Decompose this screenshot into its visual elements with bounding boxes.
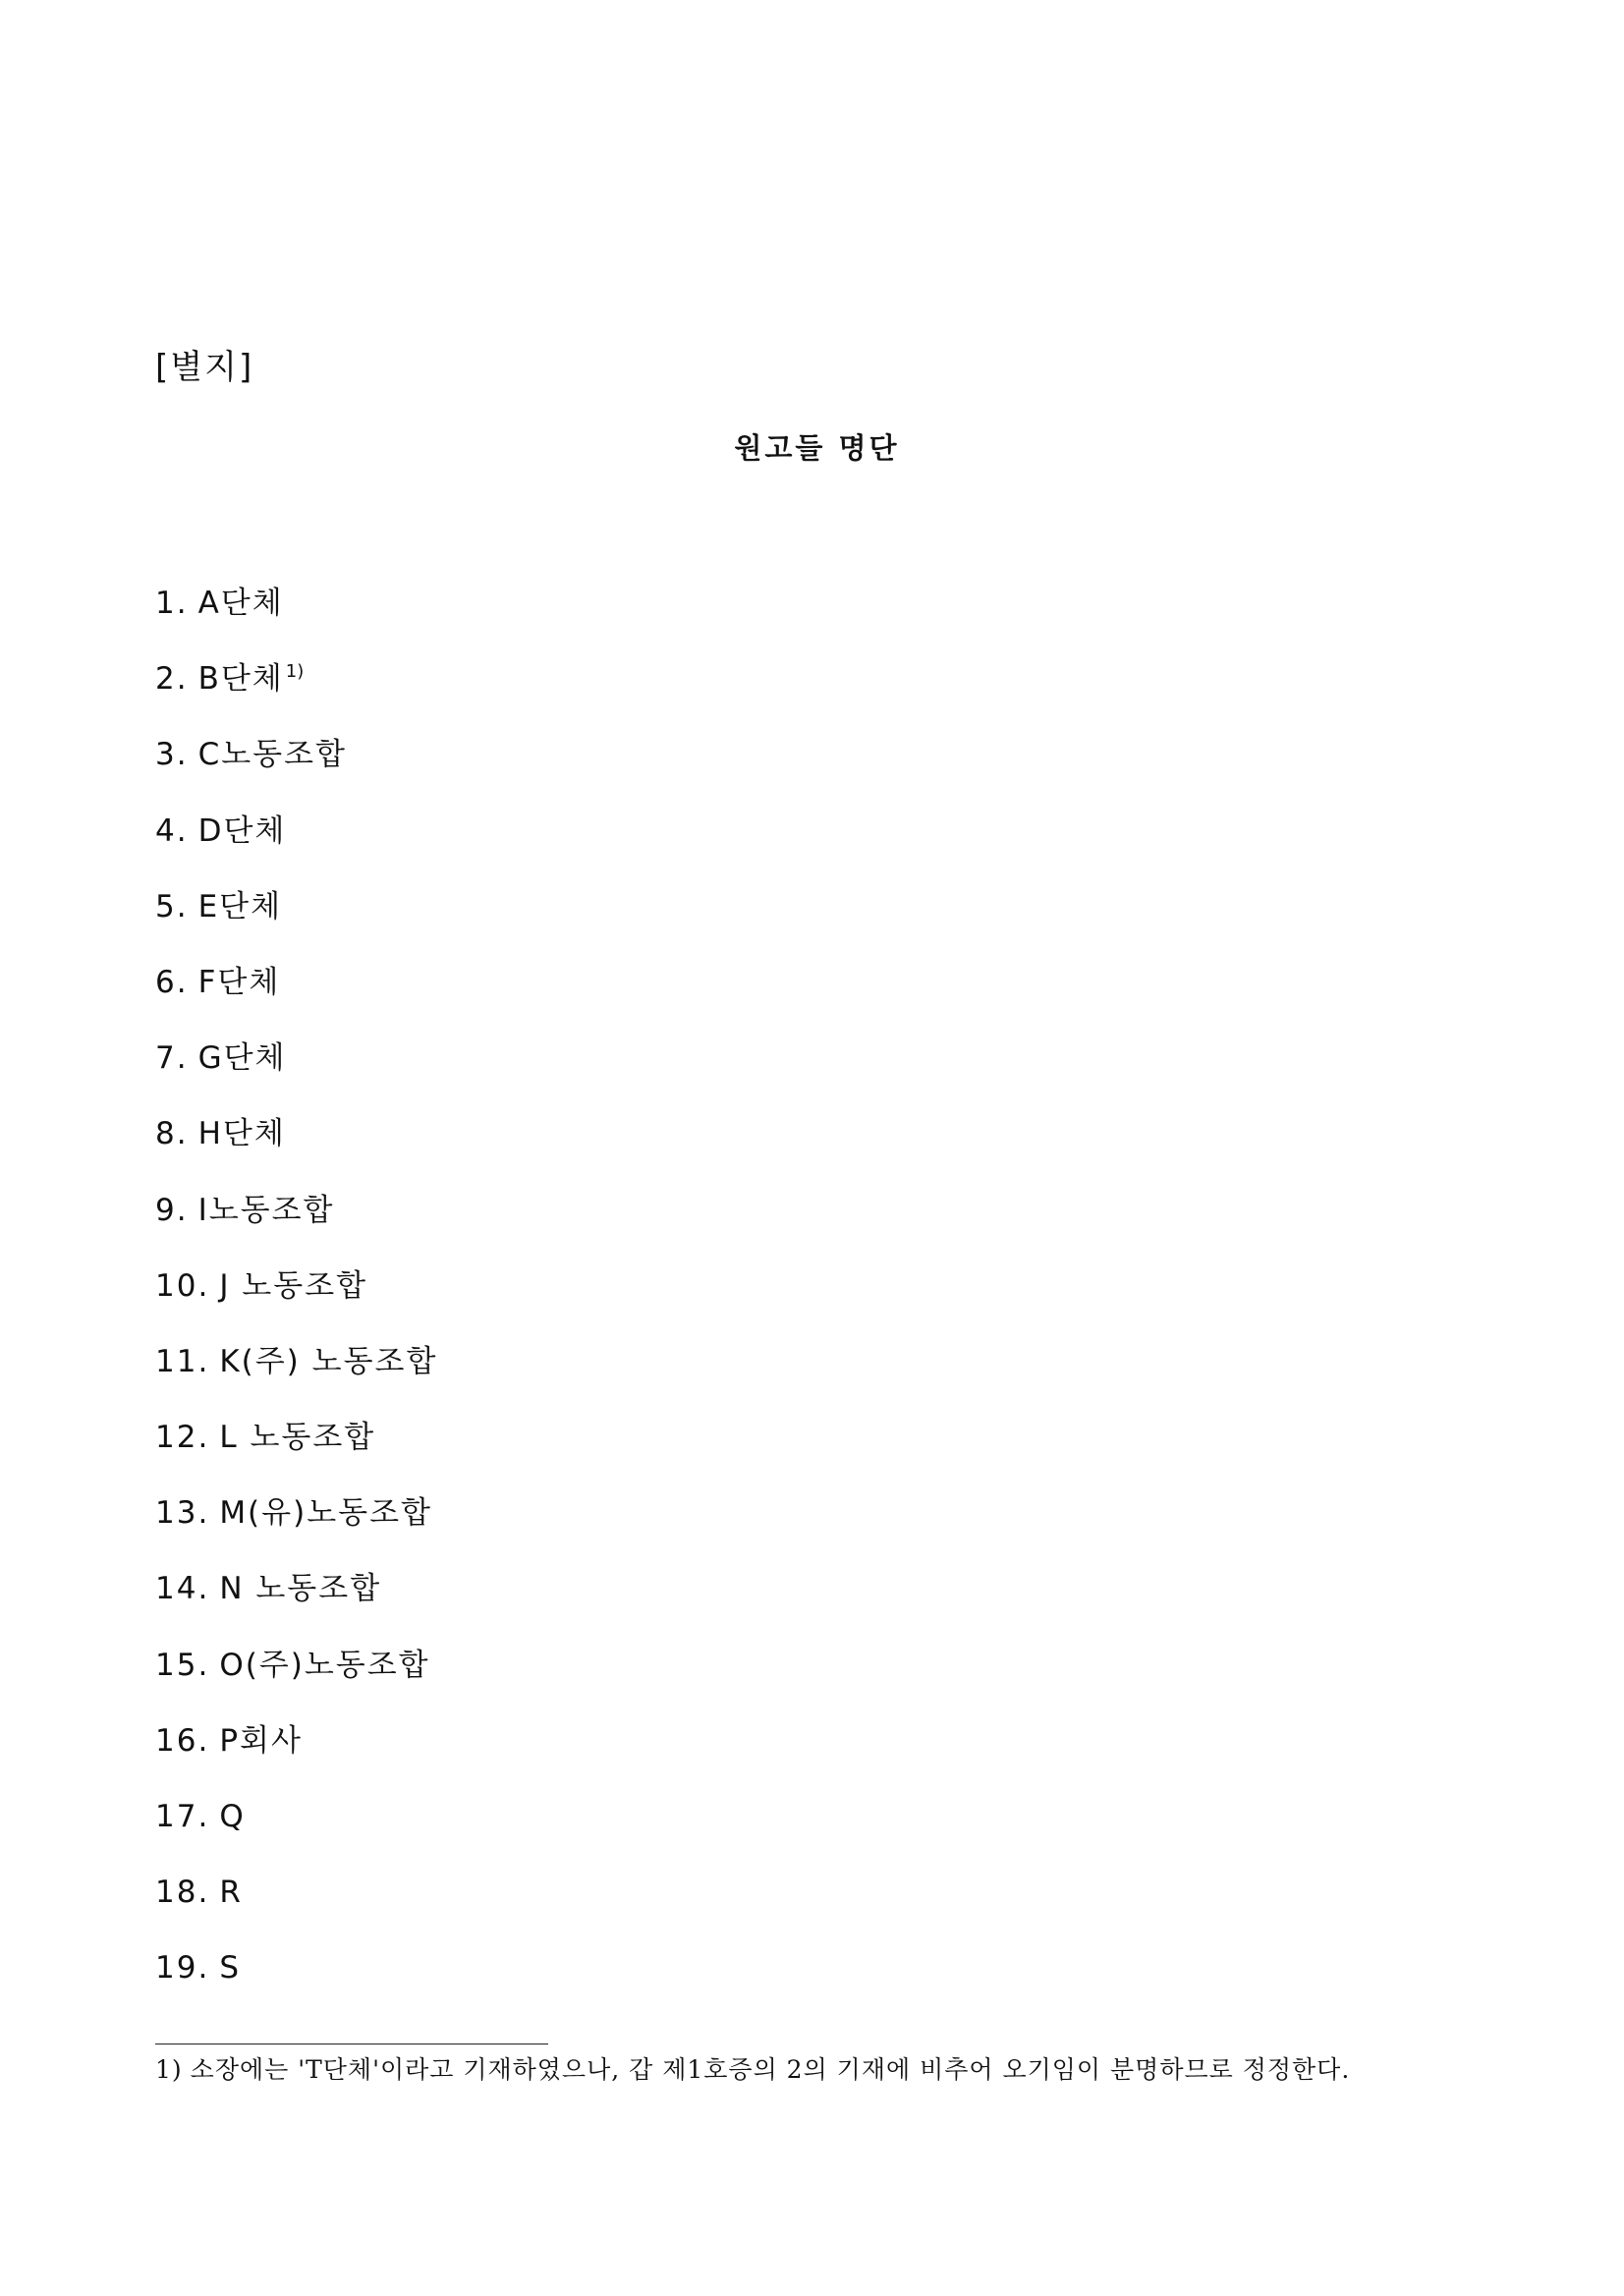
plaintiff-name: F단체	[197, 964, 281, 1000]
plaintiff-name: R	[219, 1875, 243, 1911]
item-number: 13.	[155, 1495, 210, 1532]
plaintiff-item	[155, 1487, 439, 1563]
plaintiff-name: J 노동조합	[219, 1267, 368, 1304]
plaintiff-list	[155, 578, 439, 2019]
plaintiff-name: H단체	[197, 1116, 286, 1152]
plaintiff-name: P회사	[219, 1722, 303, 1759]
item-number: 2.	[155, 661, 189, 698]
item-number: 7.	[155, 1040, 189, 1077]
plaintiff-item	[155, 957, 439, 1033]
plaintiff-item	[155, 1108, 439, 1184]
plaintiff-name: E단체	[197, 888, 283, 924]
item-number: 16.	[155, 1722, 210, 1759]
item-number: 8.	[155, 1116, 189, 1152]
plaintiff-item	[155, 1942, 439, 2018]
annex-label: [별지]	[155, 348, 254, 387]
item-number: 14.	[155, 1571, 210, 1607]
item-number: 5.	[155, 888, 189, 924]
plaintiff-name: K(주) 노동조합	[219, 1343, 438, 1379]
plaintiff-name: I노동조합	[197, 1192, 335, 1228]
footnote-number: 1)	[155, 2055, 183, 2084]
item-number: 15.	[155, 1647, 210, 1683]
item-number: 1.	[155, 586, 189, 621]
plaintiff-item	[155, 729, 439, 805]
plaintiff-item	[155, 578, 439, 653]
footnote-reference[interactable]: 1)	[285, 661, 305, 683]
plaintiff-item	[155, 1185, 439, 1260]
plaintiff-item	[155, 1336, 439, 1412]
plaintiff-name: A단체	[197, 586, 284, 621]
item-number: 6.	[155, 964, 189, 1000]
plaintiff-name: S	[219, 1950, 241, 1987]
item-number: 10.	[155, 1267, 210, 1304]
plaintiff-item	[155, 806, 439, 881]
item-number: 19.	[155, 1950, 210, 1987]
item-number: 18.	[155, 1875, 210, 1911]
plaintiff-item	[155, 1791, 439, 1867]
plaintiff-item	[155, 1033, 439, 1108]
plaintiff-item	[155, 1715, 439, 1791]
plaintiff-name: O(주)노동조합	[219, 1647, 430, 1683]
item-number: 12.	[155, 1420, 210, 1456]
plaintiff-name: C노동조합	[197, 737, 348, 773]
plaintiff-item	[155, 1563, 439, 1639]
plaintiff-item	[155, 1412, 439, 1487]
footnote-text: 소장에는 'T단체'이라고 기재하였으나, 갑 제1호증의 2의 기재에 비추어 오기임이 분명하므로 정정한다.	[190, 2055, 1351, 2084]
plaintiff-item	[155, 653, 439, 729]
item-number: 11.	[155, 1343, 210, 1379]
footnote	[155, 2053, 1350, 2087]
item-number: 9.	[155, 1192, 189, 1228]
plaintiff-item	[155, 881, 439, 957]
plaintiff-item	[155, 1640, 439, 1715]
plaintiff-name: L 노동조합	[219, 1420, 376, 1456]
plaintiff-name: D단체	[197, 812, 287, 849]
plaintiff-name: N 노동조합	[219, 1571, 382, 1607]
plaintiff-name: Q	[219, 1799, 246, 1834]
plaintiff-name: G단체	[197, 1040, 287, 1077]
plaintiff-name: B단체	[197, 661, 284, 698]
item-number: 3.	[155, 737, 189, 773]
plaintiff-item	[155, 1260, 439, 1336]
item-number: 17.	[155, 1799, 210, 1834]
plaintiff-name: M(유)노동조합	[219, 1495, 432, 1532]
document-title: 원고들 명단	[734, 431, 900, 465]
plaintiff-item	[155, 1867, 439, 1942]
item-number: 4.	[155, 812, 189, 849]
